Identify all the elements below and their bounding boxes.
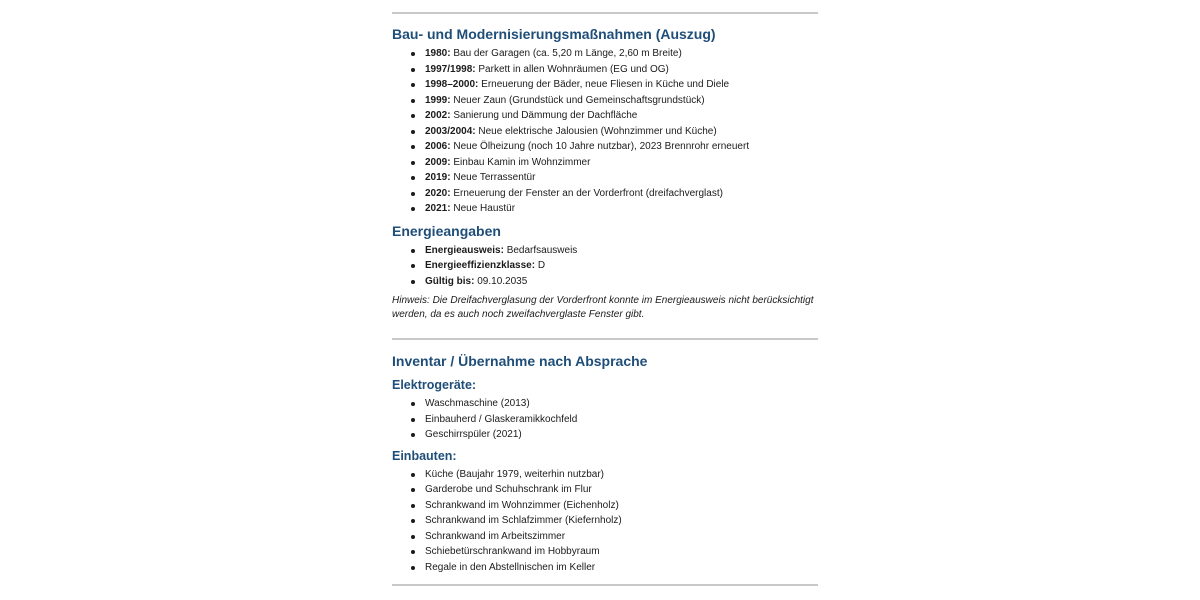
einbauten-list (392, 467, 818, 576)
bau-item: 2009: Einbau Kamin im Wohnzimmer (425, 155, 818, 171)
bau-item: 1980: Bau der Garagen (ca. 5,20 m Länge, 2,60 m Breite) (425, 46, 818, 62)
divider-middle (392, 338, 818, 340)
bau-item: 2021: Neue Haustür (425, 201, 818, 217)
document-page (392, 0, 818, 586)
bau-item: 2002: Sanierung und Dämmung der Dachfläche (425, 108, 818, 124)
elektro-item: Waschmaschine (2013) (425, 396, 818, 412)
einbauten-item: Küche (Baujahr 1979, weiterhin nutzbar) (425, 467, 818, 483)
einbauten-item: Schrankwand im Arbeitszimmer (425, 529, 818, 545)
energie-heading: Energieangaben (392, 222, 501, 239)
bau-item: 2006: Neue Ölheizung (noch 10 Jahre nutzbar), 2023 Brennrohr erneuert (425, 139, 818, 155)
energie-list (392, 243, 818, 290)
elektro-heading: Elektrogeräte: (392, 378, 477, 392)
einbauten-heading: Einbauten: (392, 448, 457, 463)
divider-bottom (392, 584, 818, 586)
bau-item: 1998–2000: Erneuerung der Bäder, neue Fliesen in Küche und Diele (425, 77, 818, 93)
bau-item: 2003/2004: Neue elektrische Jalousien (Wohnzimmer und Küche) (425, 124, 818, 140)
elektro-item: Einbauherd / Glaskeramikkochfeld (425, 412, 818, 428)
inventar-heading: Inventar / Übernahme nach Absprache (392, 353, 648, 369)
einbauten-item: Regale in den Abstellnischen im Keller (425, 560, 818, 576)
elektro-list (392, 396, 818, 443)
energie-item: Energieeffizienzklasse: D (425, 258, 818, 274)
divider-top (392, 12, 818, 14)
energie-note: Hinweis: Die Dreifachverglasung der Vorderfront konnte im Energieausweis nicht berücksichtigt werden, da es auch noch zweifachverglaste Fenster gibt. (392, 295, 814, 320)
bau-list (392, 46, 818, 217)
bau-item: 2020: Erneuerung der Fenster an der Vorderfront (dreifachverglast) (425, 186, 818, 202)
energie-item: Energieausweis: Bedarfsausweis (425, 243, 818, 259)
elektro-item: Geschirrspüler (2021) (425, 427, 818, 443)
energie-item: Gültig bis: 09.10.2035 (425, 274, 818, 290)
einbauten-item: Schrankwand im Wohnzimmer (Eichenholz) (425, 498, 818, 514)
bau-item: 1999: Neuer Zaun (Grundstück und Gemeinschaftsgrundstück) (425, 93, 818, 109)
bau-heading: Bau- und Modernisierungsmaßnahmen (Auszug) (392, 26, 716, 42)
einbauten-item: Garderobe und Schuhschrank im Flur (425, 482, 818, 498)
bau-item: 1997/1998: Parkett in allen Wohnräumen (EG und OG) (425, 62, 818, 78)
einbauten-item: Schiebetürschrankwand im Hobbyraum (425, 544, 818, 560)
einbauten-item: Schrankwand im Schlafzimmer (Kiefernholz) (425, 513, 818, 529)
bau-item: 2019: Neue Terrassentür (425, 170, 818, 186)
